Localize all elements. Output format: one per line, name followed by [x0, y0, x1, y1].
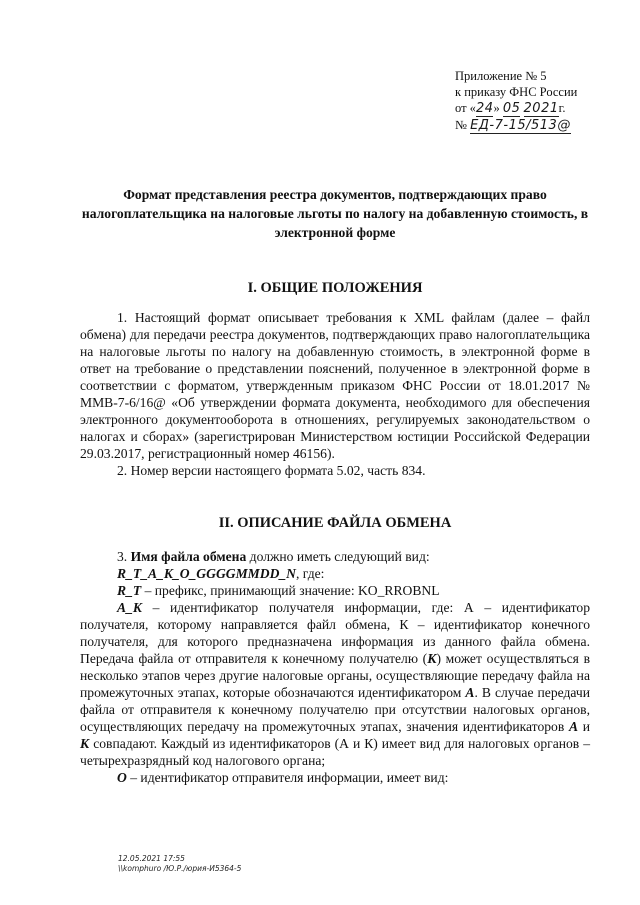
p3-num: 3. [117, 549, 131, 564]
ak-code: A_K [117, 600, 142, 615]
rt-code: R_T [117, 583, 142, 598]
number-prefix: № [455, 118, 467, 132]
ak-and: и [578, 719, 590, 734]
ak-definition [80, 599, 590, 769]
paragraph-2: 2. Номер версии настоящего формата 5.02, часть 834. [117, 463, 426, 478]
ak-text-1: – идентификатор получателя информации, где: А – идентификатор получателя, которому направляется файл обмена, К – идентификатор конечного получателя, для которого предназначена информация из данного файла обмена. Передача файла от отправителя к конечному получателю ( [80, 600, 590, 666]
file-name-pattern [80, 565, 590, 582]
rt-definition [80, 582, 590, 599]
section1-heading: I. ОБЩИЕ ПОЛОЖЕНИЯ [247, 280, 423, 296]
section1-body [80, 309, 590, 479]
rt-text: – префикс, принимающий значение: KO_RROBNL [141, 583, 440, 598]
ak-a2: А [568, 719, 579, 734]
ak-text-4: совпадают. Каждый из идентификаторов (А и К) имеет вид для налоговых органов – четырехразрядный код налогового органа; [80, 736, 590, 768]
ak-k2: К [80, 736, 90, 751]
ak-a1: А [465, 685, 475, 700]
p3-bold: Имя файла обмена [130, 549, 247, 564]
o-text: – идентификатор отправителя информации, имеет вид: [126, 770, 449, 785]
ak-text-3: . В случае передачи файла от отправителя к конечному получателю при отсутствии налоговых органов, осуществляющих передачу на промежуточных этапах, значения идентификаторов [80, 685, 590, 734]
appendix-line1: Приложение № 5 [455, 69, 547, 83]
o-definition [80, 769, 590, 786]
paragraph-3 [80, 548, 590, 565]
section2-heading: II. ОПИСАНИЕ ФАЙЛА ОБМЕНА [218, 515, 452, 531]
ak-k1: К [427, 651, 437, 666]
appendix-line2: к приказу ФНС России [455, 85, 578, 99]
date-mid: » [493, 101, 500, 115]
pattern-suffix: , где: [296, 566, 325, 581]
order-number: ЕД-7-15/513@ [470, 118, 571, 133]
footer-timestamp: 12.05.2021 17:55 [118, 854, 185, 863]
ak-text-2: ) может осуществляться в несколько этапов через другие налоговые органы, осуществляющие передачу файла на промежуточных этапах, которые обозначаются идентификатором [80, 651, 590, 700]
print-footer [118, 854, 241, 874]
date-suffix: г. [558, 101, 566, 115]
footer-path: \\komphuro /Ю.Р./юрия-И5364-5 [118, 864, 242, 873]
date-month: 05 [502, 101, 521, 116]
p3-rest: должно иметь следующий вид: [246, 549, 430, 564]
date-year: 2021 [523, 101, 559, 116]
date-prefix: от « [455, 101, 476, 115]
section2-body [80, 548, 590, 786]
paragraph-1: 1. Настоящий формат описывает требования к XML файлам (далее – файл обмена) для передачи реестра документов, подтверждающих право налогоплательщика на налоговые льготы по налогу на добавленную стоимость, в электронной форме в ответ на требование о представлении пояснений, полученное в электронной форме в соответствии с форматом, утвержденным приказом ФНС России от 18.01.2017 № ММВ-7-6/16@ «Об утверждении формата документа, необходимого для обеспечения электронного документооборота в отношениях, регулируемых законодательством о налогах и сборах» (зарегистрирован Министерством юстиции Российской Федерации 29.03.2017, регистрационный номер 46156). [80, 310, 590, 461]
appendix-number [455, 117, 577, 134]
appendix-date [455, 100, 577, 117]
date-day: 24 [475, 101, 494, 116]
document-title: Формат представления реестра документов, подтверждающих право налогоплательщика на налоговые льготы по налогу на добавленную стоимость, в электронной форме [81, 187, 589, 240]
appendix-block [455, 68, 577, 134]
o-code: О [117, 770, 127, 785]
pattern-code: R_T_A_K_O_GGGGMMDD_N [117, 566, 296, 581]
